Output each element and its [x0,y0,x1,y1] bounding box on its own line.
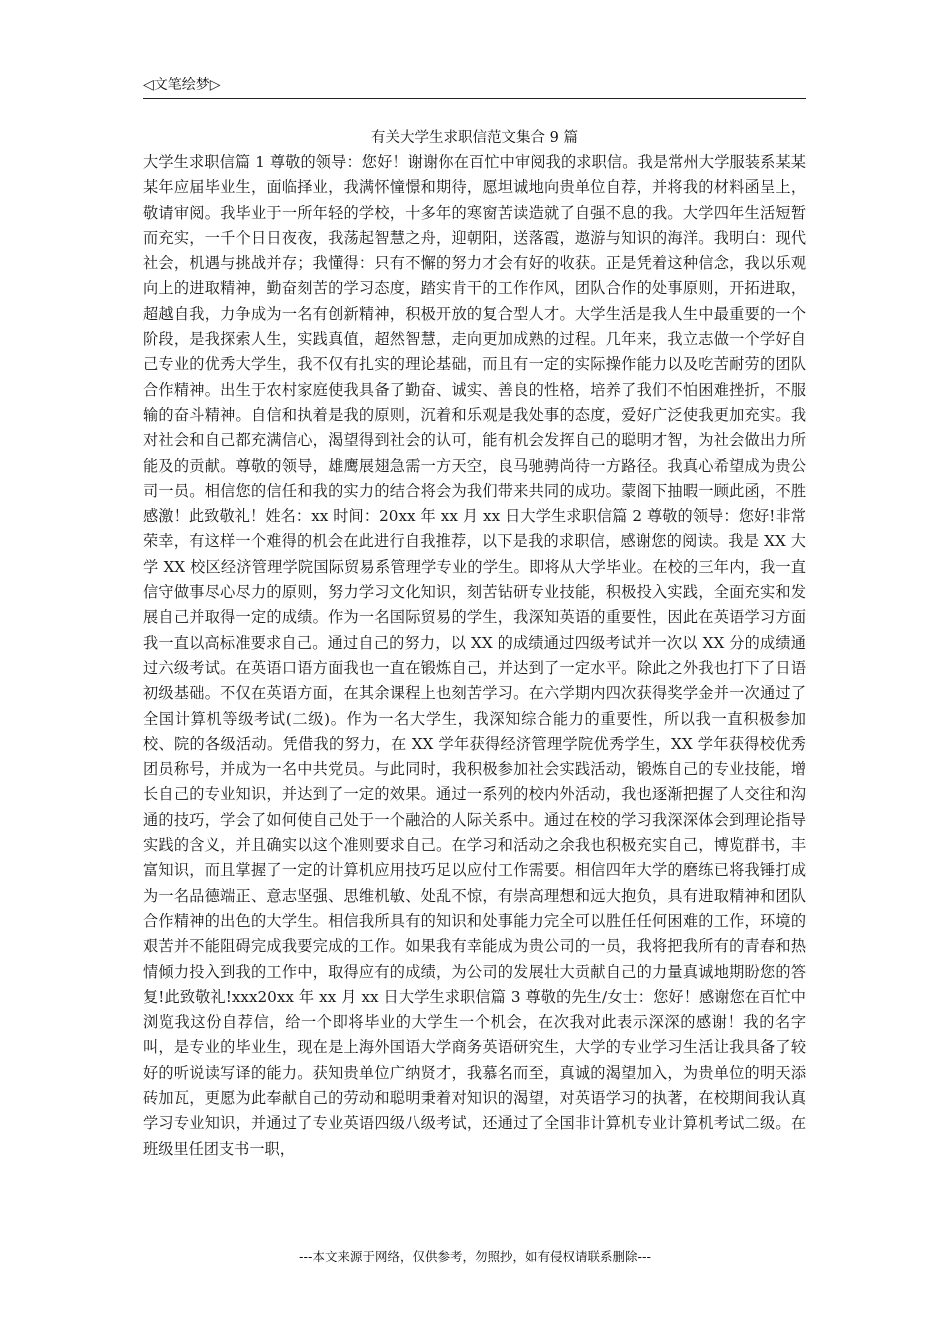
document-body: 大学生求职信篇 1 尊敬的领导：您好！谢谢你在百忙中审阅我的求职信。我是常州大学服装系某某某年应届毕业生，面临择业，我满怀憧憬和期待，愿坦诚地向贵单位自荐，并将我的材料函呈上，敬请审阅。我毕业于一所年轻的学校，十多年的寒窗苦读造就了自强不息的我。大学四年生活短暂而充实，一千个日日夜夜，我荡起智慧之舟，迎朝阳，送落霞，遨游与知识的海洋。我明白：现代社会，机遇与挑战并存；我懂得：只有不懈的努力才会有好的收获。正是凭着这种信念，我以乐观向上的进取精神，勤奋刻苦的学习态度，踏实肯干的工作作风，团队合作的处事原则，开拓进取，超越自我，力争成为一名有创新精神，积极开放的复合型人才。大学生活是我人生中最重要的一个阶段，是我探索人生，实践真值，超然智慧，走向更加成熟的过程。几年来，我立志做一个学好自己专业的优秀大学生，我不仅有扎实的理论基础，而且有一定的实际操作能力以及吃苦耐劳的团队合作精神。出生于农村家庭使我具备了勤奋、诚实、善良的性格，培养了我们不怕困难挫折，不服输的奋斗精神。自信和执着是我的原则，沉着和乐观是我处事的态度，爱好广泛使我更加充实。我对社会和自己都充满信心，渴望得到社会的认可，能有机会发挥自己的聪明才智，为社会做出力所能及的贡献。尊敬的领导，雄鹰展翅急需一方天空，良马驰骋尚待一方路径。我真心希望成为贵公司一员。相信您的信任和我的实力的结合将会为我们带来共同的成功。蒙阁下抽暇一顾此函，不胜感激！此致敬礼！姓名：xx 时间：20xx 年 xx 月 xx 日大学生求职信篇 2 尊敬的领导：您好!非常荣幸，有这样一个难得的机会在此进行自我推荐，以下是我的求职信，感谢您的阅读。我是 XX 大学 XX 校区经济管理学院国际贸易系管理学专业的学生。即将从大学毕业。在校的三年内，我一直信守做事尽心尽力的原则，努力学习文化知识，刻苦钻研专业技能，积极投入实践，全面充实和发展自己并取得一定的成绩。作为一名国际贸易的学生，我深知英语的重要性，因此在英语学习方面我一直以高标准要求自己。通过自己的努力，以 XX 的成绩通过四级考试并一次以 XX 分的成绩通过六级考试。在英语口语方面我也一直在锻炼自己，并达到了一定水平。除此之外我也打下了日语初级基础。不仅在英语方面，在其余课程上也刻苦学习。在六学期内四次获得奖学金并一次通过了全国计算机等级考试(二级)。作为一名大学生，我深知综合能力的重要性，所以我一直积极参加校、院的各级活动。凭借我的努力，在 XX 学年获得经济管理学院优秀学生，XX 学年获得校优秀团员称号，并成为一名中共党员。与此同时，我积极参加社会实践活动，锻炼自己的专业技能，增长自己的专业知识，并达到了一定的效果。通过一系列的校内外活动，我也逐渐把握了人交往和沟通的技巧，学会了如何使自己处于一个融洽的人际关系中。通过在校的学习我深深体会到理论指导实践的含义，并且确实以这个准则要求自己。在学习和活动之余我也积极充实自己，博览群书，丰富知识，而且掌握了一定的计算机应用技巧足以应付工作需要。相信四年大学的磨练已将我锤打成为一名品德端正、意志坚强、思维机敏、处乱不惊，有崇高理想和远大抱负，具有进取精神和团队合作精神的出色的大学生。相信我所具有的知识和处事能力完全可以胜任任何困难的工作，环境的艰苦并不能阻碍完成我要完成的工作。如果我有幸能成为贵公司的一员，我将把我所有的青春和热情倾力投入到我的工作中，取得应有的成绩，为公司的发展壮大贡献自己的力量真诚地期盼您的答复!此致敬礼!xxx20xx 年 xx 月 xx 日大学生求职信篇 3 尊敬的先生/女士：您好！感谢您在百忙中浏览我这份自荐信，给一个即将毕业的大学生一个机会，在次我对此表示深深的感谢！我的名字叫，是专业的毕业生，现在是上海外国语大学商务英语研究生，大学的专业学习生活让我具备了较好的听说读写译的能力。获知贵单位广纳贤才，我慕名而至，真诚的渴望加入，为贵单位的明天添砖加瓦，更愿为此奉献自己的劳动和聪明秉着对知识的渴望，对英语学习的执著，在校期间我认真学习专业知识，并通过了专业英语四级八级考试，还通过了全国非计算机专业计算机考试二级。在班级里任团支书一职， [143,153,806,1158]
header-brand: ◁文笔绘梦▷ [143,77,221,93]
footer-notice: ---本文来源于网络，仅供参考，勿照抄，如有侵权请联系删除--- [298,1249,652,1264]
page-header [143,74,806,99]
document-title: 有关大学生求职信范文集合 9 篇 [371,130,578,146]
